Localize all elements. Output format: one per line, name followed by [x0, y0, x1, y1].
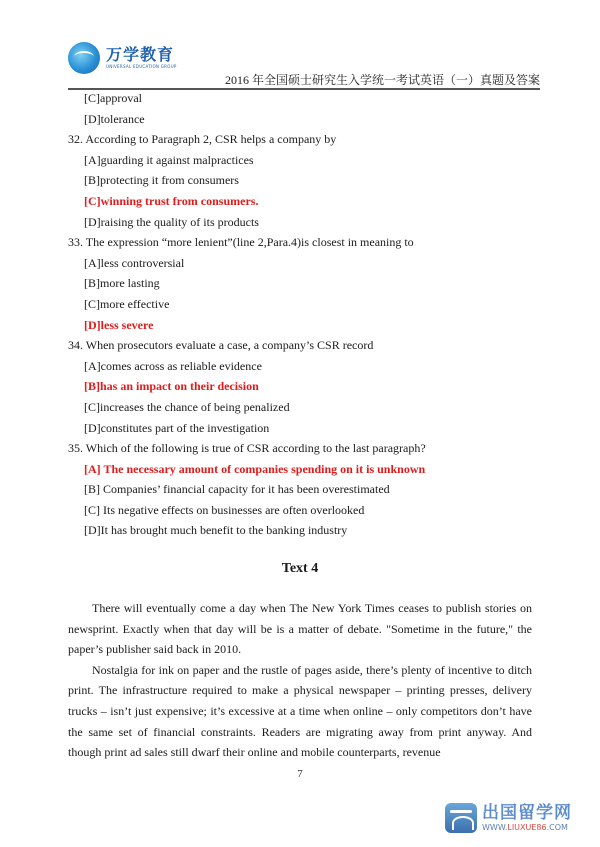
site-watermark [445, 803, 572, 833]
passage-paragraph-1: There will eventually come a day when The New York Times ceases to publish stories on newsprint. Exactly when that day will be is a matter of debate. "Sometime in the future," the paper’s publisher said back in 2010. [68, 601, 532, 657]
option-35-b: [B] Companies’ financial capacity for it has been overestimated [84, 482, 390, 497]
option-32-a: [A]guarding it against malpractices [84, 152, 254, 167]
passage-paragraph-2: Nostalgia for ink on paper and the rustle of pages aside, there’s plenty of incentive to ditch print. The infrastructure required to make a physical newspaper – printing presses, delivery trucks – isn’t just expensive; it’s excessive at a time when online – only competitors don’t have the same set of financial constraints. Readers are migrating away from print anyway. And though print ad sales still dwarf their online and mobile counterparts, revenue [68, 662, 532, 760]
option-31-c: [C]approval [84, 91, 142, 105]
publisher-logo [68, 42, 177, 74]
url-prefix: WWW. [482, 822, 508, 832]
question-34-stem: 34. When prosecutors evaluate a case, a company’s CSR record [68, 338, 374, 353]
option-33-a: [A]less controversial [84, 255, 185, 270]
option-32-d: [D]raising the quality of its products [84, 214, 259, 229]
option-33-c: [C]more effective [84, 296, 170, 311]
questions-list [68, 88, 532, 541]
option-32-b: [B]protecting it from consumers [84, 173, 239, 188]
option-31-d: [D]tolerance [84, 111, 145, 126]
option-34-d: [D]constitutes part of the investigation [84, 420, 270, 435]
option-33-b: [B]more lasting [84, 276, 160, 291]
globe-logo-icon [68, 42, 100, 74]
option-33-d-answer: [D]less severe [84, 317, 154, 332]
question-32-stem: 32. According to Paragraph 2, CSR helps a company by [68, 132, 337, 147]
document-title: 2016 年全国硕士研究生入学统一考试英语（一）真题及答案 [224, 73, 540, 87]
option-34-b-answer: [B]has an impact on their decision [84, 379, 259, 394]
page-header [68, 38, 540, 88]
option-32-c-answer: [C]winning trust from consumers. [84, 193, 259, 208]
section-heading: Text 4 [281, 561, 319, 576]
question-33-stem: 33. The expression “more lenient”(line 2,Para.4)is closest in meaning to [68, 235, 414, 250]
page-number: 7 [297, 768, 303, 780]
url-highlight: LIUXUE86 [507, 822, 547, 832]
option-35-c: [C] Its negative effects on businesses are often overlooked [84, 502, 365, 517]
logo-chinese-name: 万学教育 [106, 45, 175, 64]
graduation-cap-logo-icon [445, 803, 477, 833]
passage-body [68, 598, 532, 763]
watermark-url [482, 823, 572, 833]
option-34-c: [C]increases the chance of being penalized [84, 399, 290, 414]
option-35-a-answer: [A] The necessary amount of companies spending on it is unknown [84, 461, 426, 476]
question-35-stem: 35. Which of the following is true of CSR according to the last paragraph? [68, 441, 426, 456]
url-suffix: .COM [546, 822, 568, 832]
watermark-site-name: 出国留学网 [482, 802, 572, 823]
logo-english-name: UNIVERSAL EDUCATION GROUP [106, 64, 177, 69]
option-35-d: [D]It has brought much benefit to the banking industry [84, 523, 348, 538]
option-34-a: [A]comes across as reliable evidence [84, 358, 262, 373]
